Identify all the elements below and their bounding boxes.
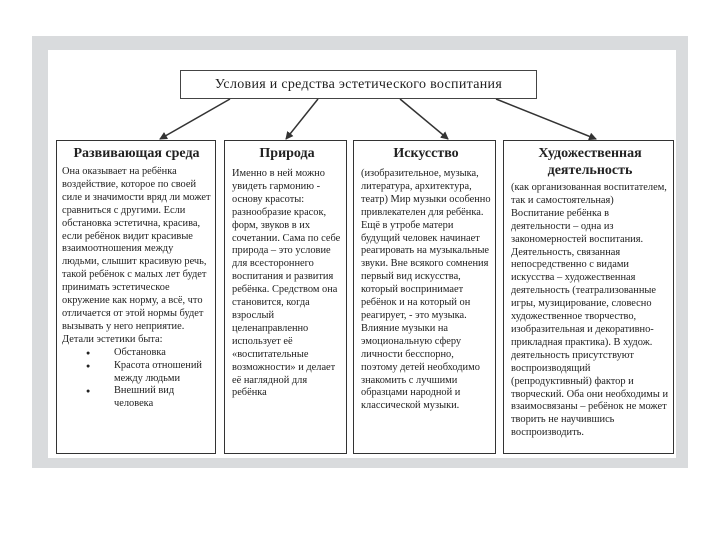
arrow-to-environment [160,99,230,139]
column-text: (как организованная воспитателем, так и самостоятельная) Воспитание ребёнка в деятельности – одна из закономерностей воспитания. Деятельность, связанная непосредственно с видами искусства – художественная деятельность (театрализованные игры, музицирование, словесно художественное творчество, изобразительная и декоративно-прикладная практика). В худож. деятельность присутствуют воспроизводящий (репродуктивный) фактор и творческий. Оба они необходимы и взаимосвязаны – ребёнок не может творить не научившись воспроизводить. [511,182,669,439]
column-heading: Природа [259,146,315,161]
list-item-text: Обстановка [114,346,166,358]
column-nature [224,140,347,454]
list-item-text: Внешний вид человека [114,385,175,410]
details-label: Детали эстетики быта: [62,333,163,345]
list-item [64,385,211,411]
list-item [64,347,211,360]
column-heading: Искусство [393,146,459,161]
column-text: Она оказывает на ребёнка воздействие, которое по своей силе и значимости вряд ли может сравниться с другими. Если обстановка эстетична, красива, если ребёнок видит красивые взаимоотношения между людьми, слышит красивую речь, такой ребёнок с малых лет будет принимать эстетическое окружение как норму, а всё, что отличается от этой нормы будет вызывать у него неприятие. [62,166,211,332]
details-list [62,347,211,412]
arrow-to-art [400,99,448,139]
column-text: (изобразительное, музыка, литература, архитектура, театр) Мир музыки особенно привлекателен для ребёнка. Ещё в утробе матери будущий человек начинает реагировать на музыкальные звуки. Вне всякого сомнения первый вид искусства, который воспринимает ребёнок и на который он реагирует, - это музыка. Влияние музыки на эмоциональную сферу личности бесспорно, поэтому детей необходимо знакомить с лучшими образцами народной и классической музыки. [361,168,491,412]
list-item [64,360,211,386]
bullet-icon: ● [86,348,91,357]
bullet-icon: ● [86,387,91,396]
column-art [353,140,496,454]
column-heading: Художественная деятельность [538,146,642,178]
column-environment [56,140,216,454]
arrow-to-nature [286,99,318,139]
column-artistic-activity [503,140,674,454]
diagram-title: Условия и средства эстетического воспитания [180,70,537,99]
arrow-to-activity [496,99,596,139]
list-item-text: Красота отношений между людьми [114,359,202,384]
bullet-icon: ● [86,361,91,370]
column-text: Именно в ней можно увидеть гармонию - основу красоты: разнообразие красок, форм, звуков в их сочетании. Сама по себе природа – это условие для всестороннего воспитания и развития ребёнка. Средством она становится, когда взрослый целенаправленно использует её «воспитательные возможности» и делает её наглядной для ребёнка [232,168,341,399]
column-heading: Развивающая среда [73,146,200,161]
